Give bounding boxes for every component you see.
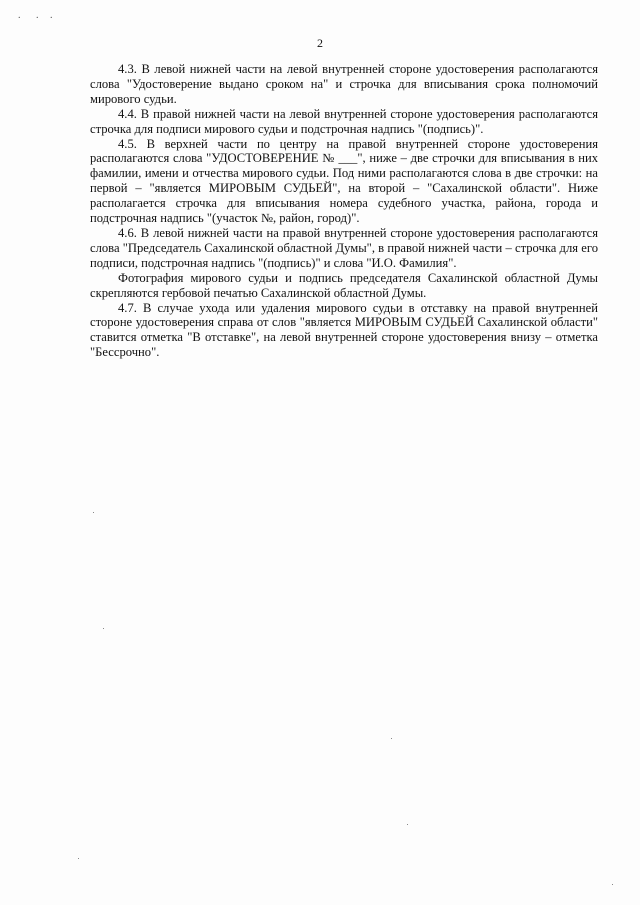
scan-mark: .	[36, 10, 39, 21]
paragraph-4-5: 4.5. В верхней части по центру на правой внутренней стороне удостоверения располагаются слова "УДОСТОВЕРЕНИЕ № ___", ниже – две строчки для вписывания в них фамилии, имени и отчества мирового судьи. Под ними располагаются слова в две строчки: на первой – "является МИРОВЫМ СУДЬЕЙ", на второй – "Сахалинской области". Ниже располагается строчка для вписывания номера судебного участка, района, города и подстрочная надпись "(участок №, район, город)".	[90, 136, 598, 226]
document-body	[90, 62, 598, 360]
paragraph-4-7: 4.7. В случае ухода или удаления мирового судьи в отставку на правой внутренней стороне удостоверения справа от слов "является МИРОВЫМ СУДЬЕЙ Сахалинской области" ставится отметка "В отставке", на левой внутренней стороне удостоверения внизу – отметка "Бессрочно".	[90, 300, 598, 360]
scan-mark: .	[50, 10, 53, 21]
scan-speck	[93, 512, 94, 513]
scan-speck	[612, 884, 613, 885]
paragraph-4-3: 4.3. В левой нижней части на левой внутренней стороне удостоверения располагаются слова "Удостоверение выдано сроком на" и строчка для вписывания срока полномочий мирового судьи.	[90, 62, 598, 106]
scan-speck	[103, 628, 104, 629]
paragraph-photo-seal: Фотография мирового судьи и подпись председателя Сахалинской областной Думы скрепляются гербовой печатью Сахалинской областной Думы.	[90, 270, 598, 300]
scan-speck	[78, 858, 79, 859]
page-number: 2	[317, 36, 323, 50]
scan-speck	[391, 738, 392, 739]
paragraph-4-4: 4.4. В правой нижней части на левой внутренней стороне удостоверения располагаются строчка для подписи мирового судьи и подстрочная надпись "(подпись)".	[90, 106, 598, 136]
scan-speck	[407, 824, 408, 825]
scan-mark: .	[18, 10, 21, 21]
paragraph-4-6: 4.6. В левой нижней части на правой внутренней стороне удостоверения располагаются слова "Председатель Сахалинской областной Думы", в правой нижней части – строчка для его подписи, подстрочная надпись "(подпись)" и слова "И.О. Фамилия".	[90, 225, 598, 270]
